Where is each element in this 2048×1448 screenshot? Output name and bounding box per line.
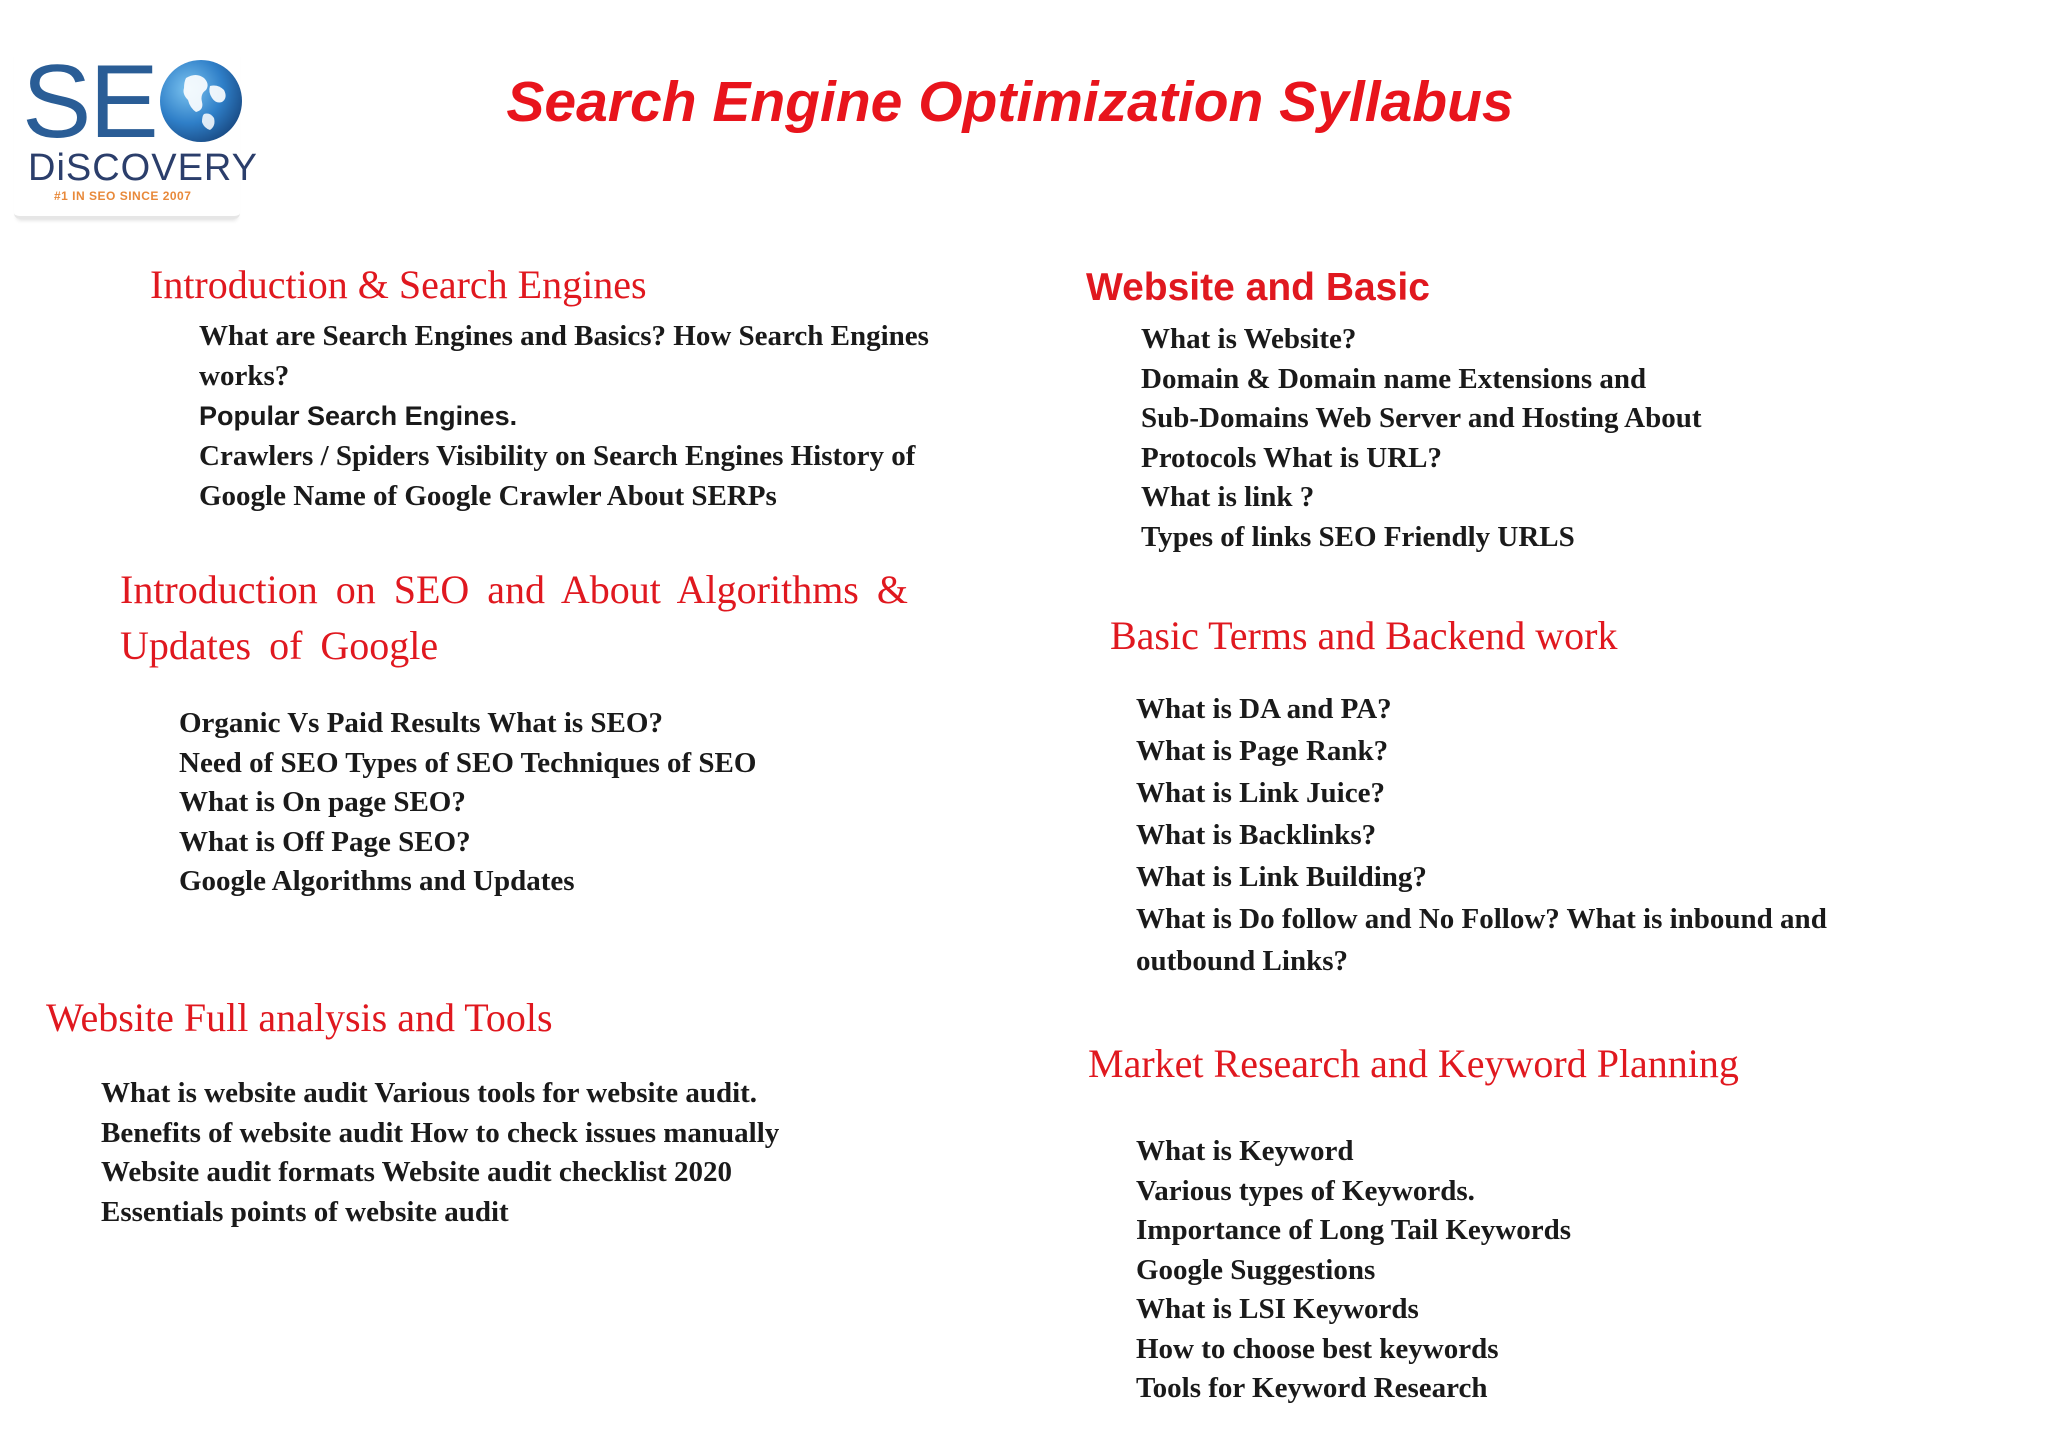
topic-item: What is DA and PA? xyxy=(1136,693,1392,725)
topic-item: What is Page Rank? xyxy=(1136,735,1389,767)
topic-item: Tools for Keyword Research xyxy=(1136,1372,1488,1404)
logo-wordmark-bottom: DiSCOVERY xyxy=(28,147,259,189)
topic-list xyxy=(199,316,979,516)
topic-item: Various types of Keywords. xyxy=(1136,1174,1475,1207)
topic-list xyxy=(179,704,1000,902)
topic-item: Essentials points of website audit xyxy=(101,1195,509,1228)
topic-item: Domain & Domain name Extensions and xyxy=(1141,362,1647,395)
topic-list xyxy=(1136,688,1936,982)
logo-tagline: #1 IN SEO SINCE 2007 xyxy=(54,189,192,203)
topic-item: Importance of Long Tail Keywords xyxy=(1136,1214,1572,1246)
topic-item: Google Algorithms and Updates xyxy=(179,865,575,897)
topic-item: What is Do follow and No Follow? What is inbound and outbound Links? xyxy=(1136,903,1827,977)
topic-item: What is Website? xyxy=(1141,323,1357,355)
topic-item: Website audit formats Website audit checklist 2020 xyxy=(101,1156,733,1188)
section-website-basic xyxy=(1086,262,1702,557)
topic-item: Google Suggestions xyxy=(1136,1253,1376,1286)
topic-list xyxy=(1141,320,1702,557)
topic-item: What is Keyword xyxy=(1136,1135,1354,1167)
section-heading: Website Full analysis and Tools xyxy=(46,995,553,1040)
topic-item: What are Search Engines and Basics? How Search Engines works? xyxy=(199,320,929,392)
section-heading: Website and Basic xyxy=(1086,266,1430,309)
topic-item: Types of links SEO Friendly URLS xyxy=(1141,520,1575,553)
section-heading: Market Research and Keyword Planning xyxy=(1088,1041,1739,1086)
topic-item: Crawlers / Spiders Visibility on Search Engines History of Google Name of Google Crawler About SERPs xyxy=(199,440,916,512)
topic-item: How to choose best keywords xyxy=(1136,1332,1499,1365)
topic-list xyxy=(101,1074,779,1232)
section-seo-algorithms xyxy=(120,562,1000,902)
page-title: Search Engine Optimization Syllabus xyxy=(506,70,1514,134)
topic-item: What is Backlinks? xyxy=(1136,819,1377,851)
topic-item: Benefits of website audit How to check issues manually xyxy=(101,1116,780,1149)
topic-item: What is Link Juice? xyxy=(1136,777,1385,809)
logo-wordmark-top: SE xyxy=(22,44,157,160)
section-heading: Basic Terms and Backend work xyxy=(1110,613,1618,658)
section-website-analysis-tools xyxy=(46,990,779,1232)
topic-item: What is website audit Various tools for website audit. xyxy=(101,1077,758,1109)
section-introduction-search-engines xyxy=(150,258,979,516)
topic-item: Organic Vs Paid Results What is SEO? xyxy=(179,707,663,739)
topic-item: What is On page SEO? xyxy=(179,786,466,818)
topic-item: What is Off Page SEO? xyxy=(179,825,471,858)
globe-icon xyxy=(156,56,246,146)
section-market-research-keywords xyxy=(1088,1036,1739,1409)
topic-item: Need of SEO Types of SEO Techniques of SEO xyxy=(179,746,757,779)
section-basic-terms-backend xyxy=(1110,608,1936,982)
topic-item: What is link ? xyxy=(1141,481,1315,513)
topic-item: Popular Search Engines. xyxy=(199,401,518,431)
topic-item: What is LSI Keywords xyxy=(1136,1293,1419,1325)
section-heading: Introduction on SEO and About Algorithms & Updates of Google xyxy=(120,567,908,668)
seo-discovery-logo xyxy=(14,44,259,219)
topic-item: What is Link Building? xyxy=(1136,861,1427,893)
topic-item: Sub-Domains Web Server and Hosting About xyxy=(1141,402,1702,434)
topic-list xyxy=(1136,1132,1739,1409)
topic-item: Protocols What is URL? xyxy=(1141,441,1443,474)
section-heading: Introduction & Search Engines xyxy=(150,262,647,307)
